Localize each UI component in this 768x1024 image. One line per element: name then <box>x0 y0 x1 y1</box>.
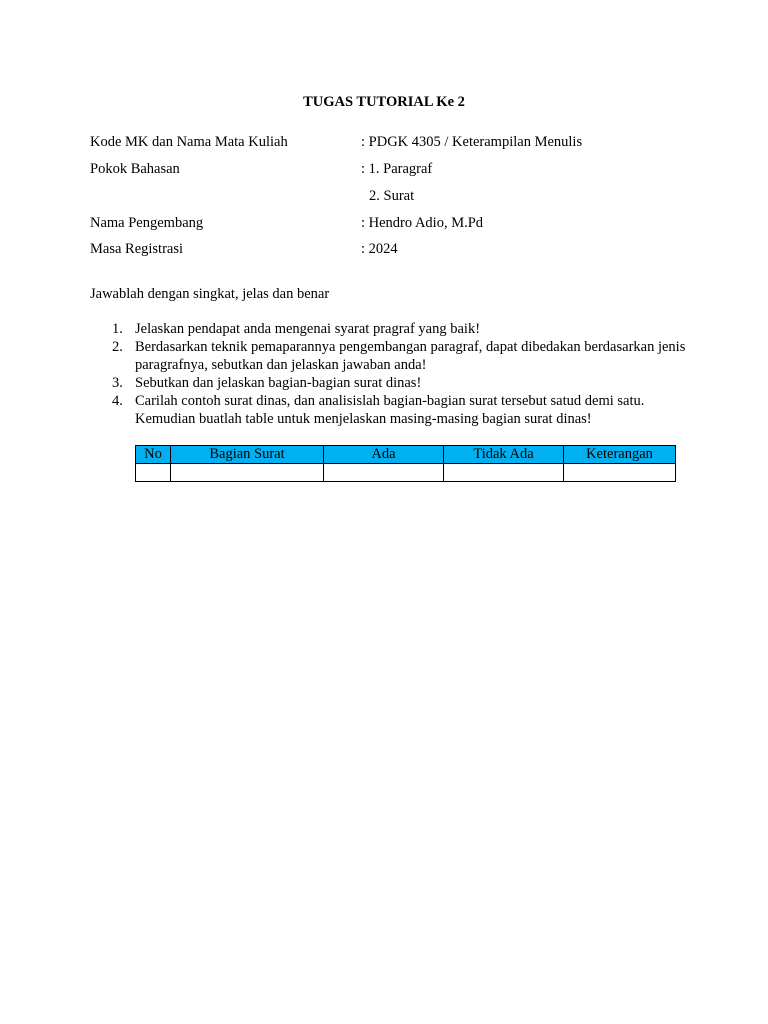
letter-parts-table-wrapper <box>135 445 676 482</box>
question-number: 3. <box>112 375 123 391</box>
question-text: Sebutkan dan jelaskan bagian-bagian surat dinas! <box>135 375 422 391</box>
header-no: No <box>136 446 171 464</box>
instruction-text: Jawablah dengan singkat, jelas dan benar <box>90 286 330 302</box>
info-label: Masa Registrasi <box>90 241 184 257</box>
question-item <box>90 392 690 428</box>
question-item <box>90 374 690 392</box>
table-cell <box>564 464 676 482</box>
letter-parts-table <box>135 445 676 482</box>
table-cell <box>171 464 324 482</box>
info-label: Nama Pengembang <box>90 215 204 231</box>
info-label: Kode MK dan Nama Mata Kuliah <box>90 134 288 150</box>
header-tidak-ada: Tidak Ada <box>444 446 564 464</box>
question-item <box>90 338 690 374</box>
table-row <box>136 464 676 482</box>
info-value: 2. Surat <box>369 188 415 204</box>
header-ada: Ada <box>324 446 444 464</box>
header-keterangan: Keterangan <box>564 446 676 464</box>
info-value: : 1. Paragraf <box>361 161 433 177</box>
header-bagian-surat: Bagian Surat <box>171 446 324 464</box>
question-number: 2. <box>112 339 123 355</box>
info-row-topic <box>90 160 690 178</box>
question-number: 4. <box>112 393 123 409</box>
info-row-registration <box>90 240 690 258</box>
info-row-course <box>90 133 690 151</box>
table-cell <box>444 464 564 482</box>
question-list <box>90 320 690 428</box>
question-item <box>90 320 690 338</box>
question-text: Carilah contoh surat dinas, dan analisislah bagian-bagian surat tersebut satud demi satu. Kemudian buatlah table untuk menjelaskan masing-masing bagian surat dinas! <box>135 393 645 427</box>
table-header-row <box>136 446 676 464</box>
info-row-developer <box>90 214 690 232</box>
table-cell <box>324 464 444 482</box>
document-title: TUGAS TUTORIAL Ke 2 <box>303 94 465 110</box>
info-value: : PDGK 4305 / Keterampilan Menulis <box>361 134 583 150</box>
table-cell <box>136 464 171 482</box>
info-value: : 2024 <box>361 241 398 257</box>
question-text: Berdasarkan teknik pemaparannya pengembangan paragraf, dapat dibedakan berdasarkan jenis paragrafnya, sebutkan dan jelaskan jawaban anda! <box>135 339 686 373</box>
info-row-topic-continued <box>90 187 690 205</box>
info-value: : Hendro Adio, M.Pd <box>361 215 484 231</box>
question-text: Jelaskan pendapat anda mengenai syarat pragraf yang baik! <box>135 321 481 337</box>
question-number: 1. <box>112 321 123 337</box>
info-label: Pokok Bahasan <box>90 161 180 177</box>
